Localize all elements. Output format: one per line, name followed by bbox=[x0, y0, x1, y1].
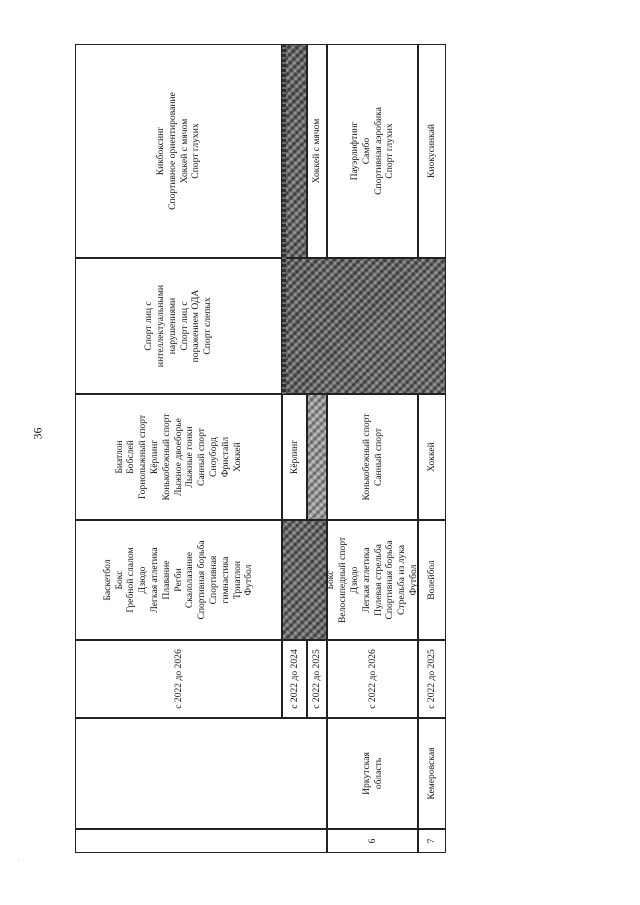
summer-sports-cell-line: Пулевая стрельба bbox=[372, 544, 384, 616]
summer-sports-cell bbox=[327, 520, 418, 640]
period-cell-line: с 2022 до 2025 bbox=[311, 649, 323, 709]
other-sports-cell-line: Спорт глухих bbox=[384, 123, 396, 179]
summer-sports-cell-line: Стрельба из лука bbox=[396, 544, 408, 616]
other-sports-cell-line: Самбо bbox=[360, 137, 372, 165]
other-sports-cell-line: Хоккей с мячом bbox=[178, 118, 190, 184]
adaptive-sports-cell-line: Спорт лиц с bbox=[178, 301, 190, 351]
period-cell bbox=[418, 640, 446, 718]
winter-sports-cell-line: Санный спорт bbox=[372, 428, 384, 486]
winter-sports-cell-line: Горнолыжный спорт bbox=[137, 414, 149, 500]
other-sports-cell bbox=[307, 44, 327, 258]
other-sports-cell bbox=[75, 44, 282, 258]
adaptive-sports-cell-line: Спорт слепых bbox=[202, 297, 214, 355]
summer-sports-cell-line: Бокс bbox=[113, 570, 125, 590]
winter-sports-cell-line: Биатлон bbox=[113, 440, 125, 474]
other-sports-cell-line: Спорт глухих bbox=[190, 123, 202, 179]
summer-sports-cell-line: Легкая атлетика bbox=[149, 547, 160, 613]
winter-sports-cell bbox=[282, 394, 307, 520]
winter-sports-cell-line: Фристайл bbox=[219, 436, 231, 478]
winter-sports-cell-line: Лыжные гонки bbox=[184, 426, 196, 488]
adaptive-sports-cell-line: интеллектуальными bbox=[154, 284, 166, 368]
summer-sports-cell-line: Гребной слалом bbox=[125, 547, 137, 613]
winter-sports-cell bbox=[327, 394, 418, 520]
summer-sports-cell-line: Велосипедный спорт bbox=[337, 536, 349, 624]
summer-sports-cell-line: Дзюдо bbox=[348, 566, 360, 594]
other-sports-cell-line: Спортивное ориентирование bbox=[166, 92, 178, 210]
summer-sports-cell-line: Спортивная борьба bbox=[384, 540, 396, 620]
summer-sports-cell-line: Спортивная bbox=[207, 555, 219, 605]
other-sports-cell-line: Спортивная аэробика bbox=[372, 107, 384, 195]
period-cell bbox=[327, 640, 418, 718]
winter-sports-cell-line: Кёрлинг bbox=[149, 439, 160, 475]
summer-sports-cell-line: Триатлон bbox=[231, 560, 243, 600]
winter-sports-cell-line: Сноуборд bbox=[207, 437, 219, 477]
summer-sports-cell-line: Волейбол bbox=[426, 560, 438, 600]
adaptive-sports-cell bbox=[282, 258, 446, 394]
summer-sports-cell-line: Футбол bbox=[407, 564, 419, 596]
region-cell-line: Иркутская bbox=[360, 752, 372, 795]
winter-sports-cell-line: Бобслей bbox=[125, 440, 137, 474]
summer-sports-cell-line: гимнастика bbox=[219, 556, 231, 604]
region-cell bbox=[75, 718, 327, 829]
period-cell-line: с 2022 до 2025 bbox=[426, 649, 438, 709]
row-number-cell bbox=[418, 829, 446, 853]
scan-artifact-band bbox=[282, 44, 286, 394]
row-number-cell bbox=[75, 829, 327, 853]
rotated-table-container bbox=[75, 44, 446, 853]
footer-mark: . bbox=[18, 856, 20, 862]
winter-sports-cell-line: Лыжное двоеборье bbox=[172, 418, 184, 496]
period-cell-line: с 2022 до 2026 bbox=[172, 649, 184, 709]
other-sports-cell-line: Киокусинкай bbox=[426, 123, 438, 179]
region-cell-line: область bbox=[372, 757, 384, 790]
winter-sports-cell-line: Хоккей bbox=[231, 442, 243, 472]
winter-sports-cell bbox=[307, 394, 327, 520]
summer-sports-cell-line: Плавание bbox=[160, 560, 172, 600]
period-cell-line: с 2022 до 2024 bbox=[288, 649, 300, 709]
other-sports-cell-line: Кикбоксинг bbox=[154, 126, 166, 176]
row-number-cell-line: 7 bbox=[426, 838, 438, 844]
winter-sports-cell-line: Конькобежный спорт bbox=[160, 413, 172, 501]
summer-sports-cell-line: Бокс bbox=[325, 570, 337, 590]
winter-sports-cell-line: Кёрлинг bbox=[288, 439, 300, 475]
adaptive-sports-cell-line: Спорт лиц с bbox=[143, 301, 155, 351]
period-cell-line: с 2022 до 2026 bbox=[366, 649, 378, 709]
winter-sports-cell bbox=[75, 394, 282, 520]
summer-sports-cell-line: Футбол bbox=[243, 564, 255, 596]
summer-sports-cell-line: Скалолазание bbox=[184, 551, 196, 609]
adaptive-sports-cell-line: поражением ОДА bbox=[190, 289, 202, 363]
adaptive-sports-cell bbox=[75, 258, 282, 394]
summer-sports-cell-line: Дзюдо bbox=[137, 566, 149, 594]
period-cell bbox=[75, 640, 282, 718]
page-number: 36 bbox=[30, 427, 45, 440]
summer-sports-cell-line: Регби bbox=[172, 568, 184, 592]
winter-sports-cell bbox=[418, 394, 446, 520]
winter-sports-cell-line: Конькобежный спорт bbox=[360, 413, 372, 501]
region-cell-line: Кемеровская bbox=[426, 747, 438, 800]
region-cell bbox=[327, 718, 418, 829]
adaptive-sports-cell-line: нарушениями bbox=[166, 297, 178, 355]
row-number-cell bbox=[327, 829, 418, 853]
other-sports-cell-line: Пауэрлифтинг bbox=[348, 121, 360, 181]
other-sports-cell bbox=[327, 44, 418, 258]
summer-sports-cell bbox=[282, 520, 327, 640]
summer-sports-cell-line: Баскетбол bbox=[101, 559, 113, 601]
period-cell bbox=[282, 640, 307, 718]
summer-sports-cell-line: Спортивная борьба bbox=[196, 540, 208, 620]
other-sports-cell-line: Хоккей с мячом bbox=[311, 118, 323, 184]
region-cell bbox=[418, 718, 446, 829]
row-number-cell-line: 6 bbox=[366, 838, 378, 844]
sports-table bbox=[75, 44, 446, 853]
period-cell bbox=[307, 640, 327, 718]
summer-sports-cell-line: Легкая атлетика bbox=[360, 547, 372, 613]
other-sports-cell bbox=[418, 44, 446, 258]
summer-sports-cell bbox=[75, 520, 282, 640]
winter-sports-cell-line: Хоккей bbox=[426, 442, 438, 472]
winter-sports-cell-line: Санный спорт bbox=[196, 428, 208, 486]
summer-sports-cell bbox=[418, 520, 446, 640]
